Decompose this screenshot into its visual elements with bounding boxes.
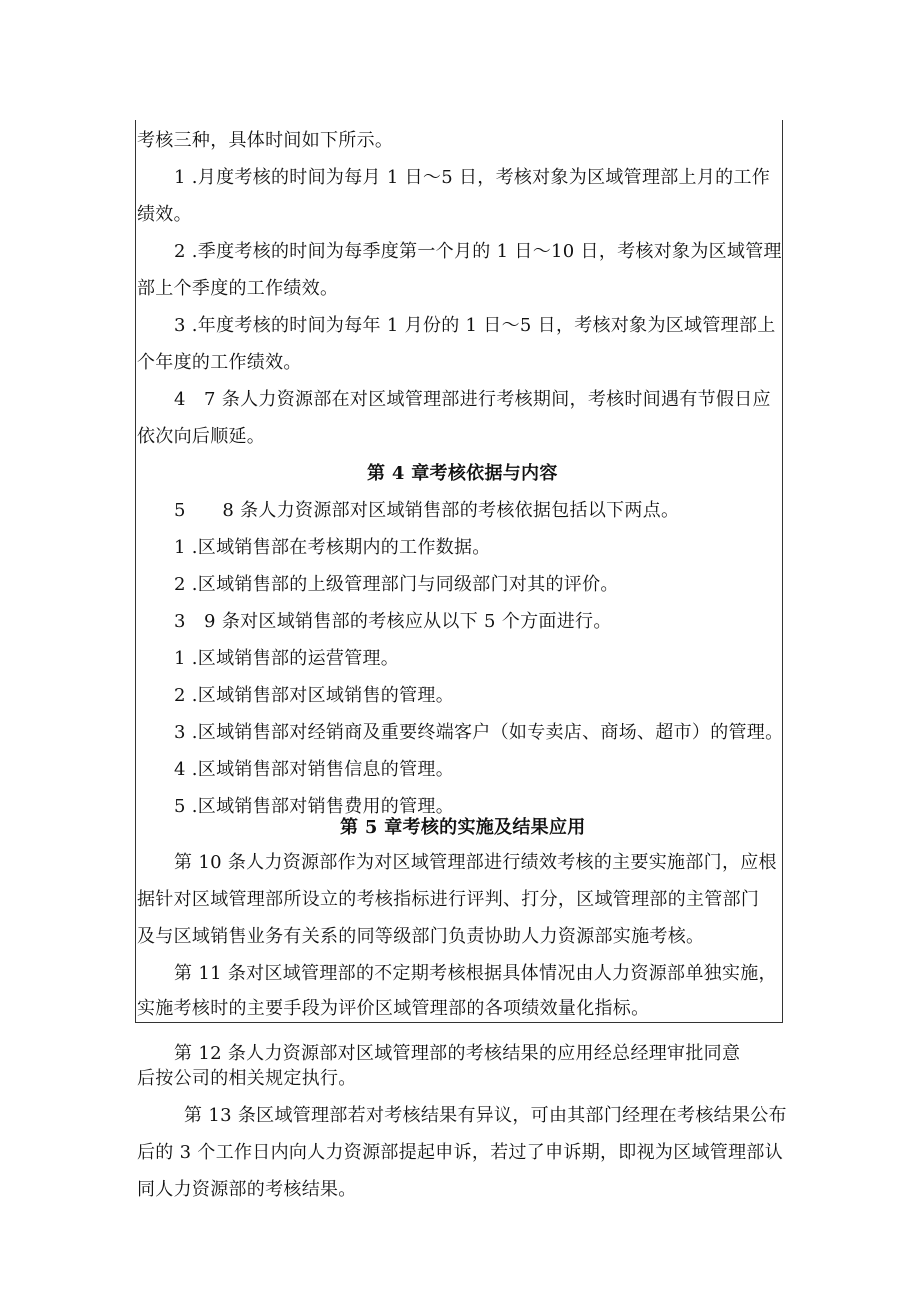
paragraph-line: 部上个季度的工作绩效。 <box>137 278 339 299</box>
paragraph-line: 5 8 条人力资源部对区域销售部的考核依据包括以下两点。 <box>174 500 680 521</box>
paragraph-line: 4 7 条人力资源部在对区域管理部进行考核期间，考核时间遇有节假日应 <box>174 389 771 410</box>
paragraph-line: 2 .季度考核的时间为每季度第一个月的 1 日～10 日，考核对象为区域管理 <box>174 241 782 262</box>
paragraph-line: 据针对区域管理部所设立的考核指标进行评判、打分，区域管理部的主管部门 <box>137 889 760 910</box>
paragraph-line: 实施考核时的主要手段为评价区域管理部的各项绩效量化指标。 <box>137 998 650 1019</box>
paragraph-line: 3 .年度考核的时间为每年 1 月份的 1 日～5 日，考核对象为区域管理部上 <box>174 315 776 336</box>
list-item: 3 .区域销售部对经销商及重要终端客户（如专卖店、商场、超市）的管理。 <box>174 722 784 743</box>
paragraph-line: 后按公司的相关规定执行。 <box>137 1068 357 1089</box>
paragraph-line: 3 9 条对区域销售部的考核应从以下 5 个方面进行。 <box>174 611 612 632</box>
paragraph-line: 第 10 条人力资源部作为对区域管理部进行绩效考核的主要实施部门，应根 <box>174 852 777 873</box>
list-item: 2 .区域销售部对区域销售的管理。 <box>174 685 454 706</box>
paragraph-line: 绩效。 <box>137 204 192 225</box>
paragraph-line: 第 13 条区域管理部若对考核结果有异议，可由其部门经理在考核结果公布 <box>184 1105 787 1126</box>
list-item: 1 .区域销售部在考核期内的工作数据。 <box>174 537 491 558</box>
paragraph-line: 考核三种，具体时间如下所示。 <box>137 130 394 151</box>
list-item: 4 .区域销售部对销售信息的管理。 <box>174 759 454 780</box>
chapter-heading: 第 5 章考核的实施及结果应用 <box>340 817 586 838</box>
paragraph-line: 1 .月度考核的时间为每月 1 日～5 日，考核对象为区域管理部上月的工作 <box>174 167 771 188</box>
list-item: 5 .区域销售部对销售费用的管理。 <box>174 796 454 817</box>
list-item: 1 .区域销售部的运营管理。 <box>174 648 400 669</box>
paragraph-line: 及与区域销售业务有关系的同等级部门负责协助人力资源部实施考核。 <box>137 926 705 947</box>
paragraph-line: 第 12 条人力资源部对区域管理部的考核结果的应用经总经理审批同意 <box>174 1043 741 1064</box>
chapter-heading: 第 4 章考核依据与内容 <box>367 463 558 484</box>
paragraph-line: 后的 3 个工作日内向人力资源部提起申诉，若过了申诉期，即视为区域管理部认 <box>137 1142 783 1163</box>
paragraph-line: 第 11 条对区域管理部的不定期考核根据具体情况由人力资源部单独实施， <box>174 963 777 984</box>
paragraph-line: 依次向后顺延。 <box>137 426 266 447</box>
list-item: 2 .区域销售部的上级管理部门与同级部门对其的评价。 <box>174 574 619 595</box>
paragraph-line: 个年度的工作绩效。 <box>137 352 302 373</box>
paragraph-line: 同人力资源部的考核结果。 <box>137 1179 357 1200</box>
